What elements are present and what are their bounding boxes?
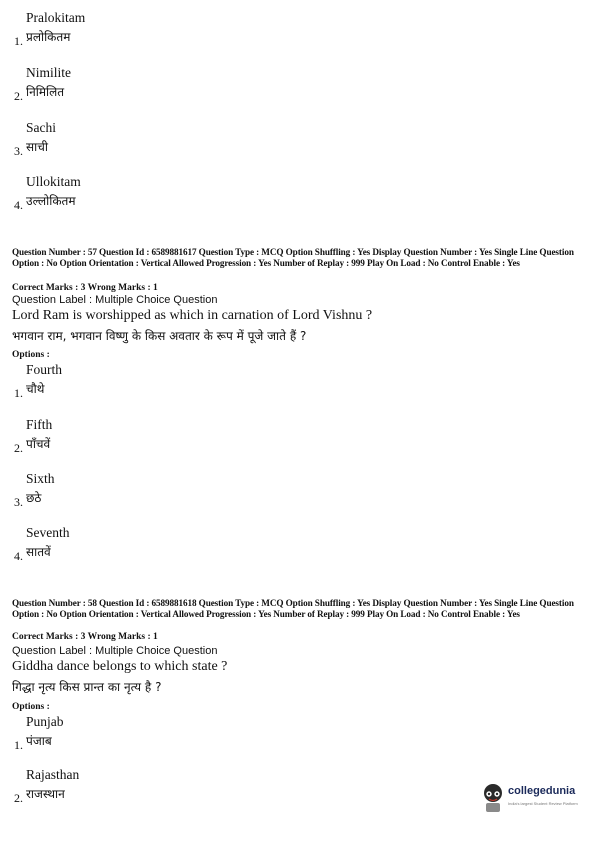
marks-info: Correct Marks : 3 Wrong Marks : 1 <box>12 632 158 642</box>
option-text-en: Punjab <box>26 714 64 729</box>
option-text-hi: सातवें <box>26 545 51 559</box>
option-text-en: Fifth <box>26 417 53 432</box>
option-text-hi: राजस्थान <box>26 787 65 801</box>
logo-tagline: India's largest Student Review Platform <box>508 801 578 806</box>
logo-brand-text: collegedunia <box>508 785 576 797</box>
option-text-hi: छठे <box>26 491 42 505</box>
option-text-hi: उल्लोकितम <box>26 194 76 208</box>
option-number: 2. <box>14 89 23 103</box>
option-text-en: Sixth <box>26 471 55 486</box>
question-text-hi: गिद्धा नृत्य किस प्रान्त का नृत्य है ? <box>12 680 162 694</box>
question-text-hi: भगवान राम, भगवान विष्णु के किस अवतार के रूप में पूजे जाते हैं ? <box>12 329 307 343</box>
options-label: Options : <box>12 702 50 712</box>
option-text-en: Sachi <box>26 120 56 135</box>
option-number: 1. <box>14 34 23 48</box>
option-text-hi: चौथे <box>26 382 45 396</box>
option-text-en: Pralokitam <box>26 10 86 25</box>
option-text-en: Rajasthan <box>26 767 80 782</box>
option-text-hi: पाँचवें <box>26 437 51 451</box>
option-number: 4. <box>14 549 23 563</box>
option-text-hi: निमिलित <box>26 85 65 99</box>
option-text-hi: पंजाब <box>26 734 52 748</box>
option-text-en: Nimilite <box>26 65 71 80</box>
option-number: 3. <box>14 144 23 158</box>
question-metadata: Question Number : 58 Question Id : 6589881618 Question Type : MCQ Option Shuffling : Yes Display Question Number : Yes Single Line Question Option : No Option Orientation : Vertical Allowed Progression : Yes Number of Replay : 999 Play On Load : No Control Enable : Yes <box>12 598 574 619</box>
mascot-icon <box>480 783 506 813</box>
option-text-en: Seventh <box>26 525 70 540</box>
option-number: 4. <box>14 198 23 212</box>
collegedunia-logo <box>480 781 585 815</box>
question-text-en: Giddha dance belongs to which state ? <box>12 659 228 674</box>
question-label: Question Label : Multiple Choice Question <box>12 294 218 306</box>
question-text-en: Lord Ram is worshipped as which in carnation of Lord Vishnu ? <box>12 308 373 323</box>
option-text-en: Ullokitam <box>26 174 81 189</box>
question-label: Question Label : Multiple Choice Question <box>12 645 218 657</box>
option-text-hi: साची <box>26 140 48 154</box>
option-number: 3. <box>14 495 23 509</box>
option-number: 1. <box>14 386 23 400</box>
option-number: 2. <box>14 791 23 805</box>
option-number: 1. <box>14 738 23 752</box>
options-label: Options : <box>12 350 50 360</box>
option-text-en: Fourth <box>26 362 63 377</box>
option-text-hi: प्रलोकितम <box>26 30 71 44</box>
marks-info: Correct Marks : 3 Wrong Marks : 1 <box>12 283 158 293</box>
option-number: 2. <box>14 441 23 455</box>
question-metadata: Question Number : 57 Question Id : 6589881617 Question Type : MCQ Option Shuffling : Yes Display Question Number : Yes Single Line Question Option : No Option Orientation : Vertical Allowed Progression : Yes Number of Replay : 999 Play On Load : No Control Enable : Yes <box>12 247 574 268</box>
